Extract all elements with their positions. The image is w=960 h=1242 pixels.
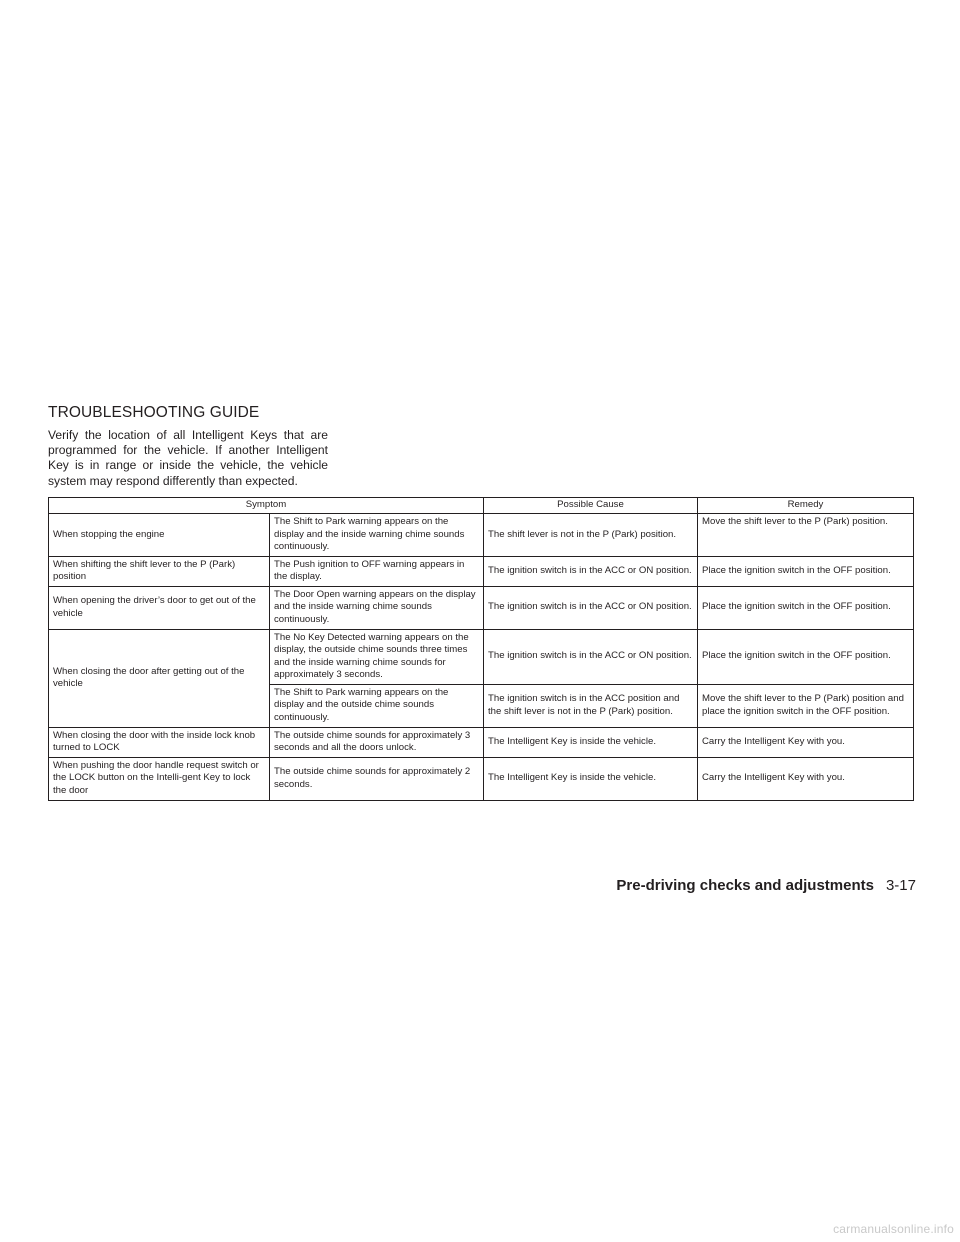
- remedy-cell: Place the ignition switch in the OFF position.: [698, 629, 914, 684]
- cause-cell: The Intelligent Key is inside the vehicle.: [484, 727, 698, 757]
- display-cell: The Shift to Park warning appears on the display and the outside chime sounds continuously.: [270, 684, 484, 727]
- table-header-row: [49, 498, 914, 514]
- intro-paragraph: Verify the location of all Intelligent Keys that are programmed for the vehicle. If another Intelligent Key is in range or inside the vehicle, the vehicle system may respond differently than expected.: [48, 428, 328, 488]
- table-row: [49, 629, 914, 684]
- display-cell: The No Key Detected warning appears on the display, the outside chime sounds three times and the inside warning chime sounds for approximately 3 seconds.: [270, 629, 484, 684]
- display-cell: The Shift to Park warning appears on the display and the inside warning chime sounds continuously.: [270, 514, 484, 557]
- symptom-cell: When stopping the engine: [49, 514, 270, 557]
- symptom-cell: When shifting the shift lever to the P (Park) position: [49, 556, 270, 586]
- page-footer: [616, 877, 916, 894]
- cause-cell: The shift lever is not in the P (Park) position.: [484, 514, 698, 557]
- display-cell: The Door Open warning appears on the display and the inside warning chime sounds continuously.: [270, 586, 484, 629]
- troubleshooting-table: [48, 497, 914, 801]
- chapter-title: Pre-driving checks and adjustments: [616, 877, 874, 894]
- symptom-cell: When opening the driver’s door to get out of the vehicle: [49, 586, 270, 629]
- header-symptom: Symptom: [49, 498, 484, 514]
- display-cell: The outside chime sounds for approximately 3 seconds and all the doors unlock.: [270, 727, 484, 757]
- table-row: [49, 727, 914, 757]
- remedy-cell: Place the ignition switch in the OFF position.: [698, 556, 914, 586]
- remedy-cell: Carry the Intelligent Key with you.: [698, 727, 914, 757]
- table-row: [49, 586, 914, 629]
- display-cell: The outside chime sounds for approximately 2 seconds.: [270, 757, 484, 800]
- cause-cell: The ignition switch is in the ACC or ON position.: [484, 629, 698, 684]
- cause-cell: The ignition switch is in the ACC or ON position.: [484, 586, 698, 629]
- symptom-cell: When closing the door with the inside lock knob turned to LOCK: [49, 727, 270, 757]
- display-cell: The Push ignition to OFF warning appears in the display.: [270, 556, 484, 586]
- remedy-cell: Move the shift lever to the P (Park) position and place the ignition switch in the OFF position.: [698, 684, 914, 727]
- table-row: [49, 757, 914, 800]
- table-row: [49, 514, 914, 557]
- cause-cell: The Intelligent Key is inside the vehicle.: [484, 757, 698, 800]
- remedy-cell: Carry the Intelligent Key with you.: [698, 757, 914, 800]
- page-number: 3-17: [885, 877, 916, 894]
- watermark: carmanualsonline.info: [833, 1222, 954, 1236]
- cause-cell: The ignition switch is in the ACC position and the shift lever is not in the P (Park) position.: [484, 684, 698, 727]
- section-title: TROUBLESHOOTING GUIDE: [48, 404, 260, 421]
- remedy-cell: Move the shift lever to the P (Park) position.: [698, 514, 914, 557]
- header-remedy: Remedy: [698, 498, 914, 514]
- cause-cell: The ignition switch is in the ACC or ON position.: [484, 556, 698, 586]
- table-row: [49, 556, 914, 586]
- header-possible-cause: Possible Cause: [484, 498, 698, 514]
- symptom-cell: When closing the door after getting out of the vehicle: [49, 629, 270, 727]
- symptom-cell: When pushing the door handle request switch or the LOCK button on the Intelli-gent Key to lock the door: [49, 757, 270, 800]
- remedy-cell: Place the ignition switch in the OFF position.: [698, 586, 914, 629]
